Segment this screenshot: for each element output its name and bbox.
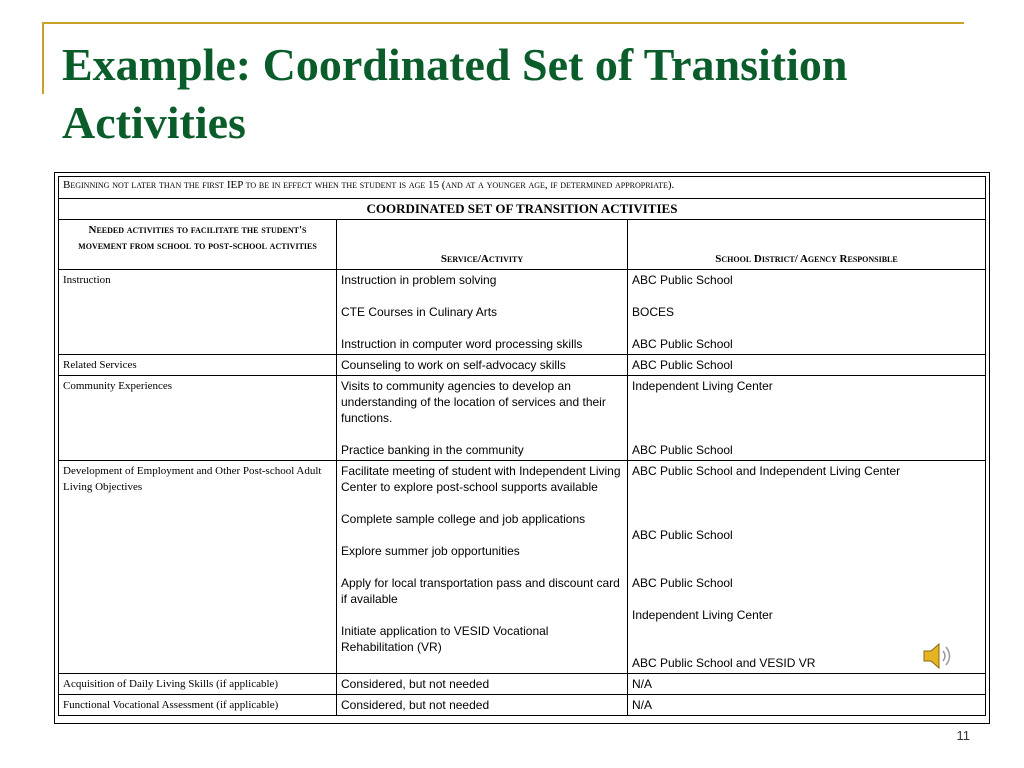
activities-table [58, 176, 986, 716]
agency-entry: ABC Public School [632, 337, 733, 351]
agency-entry: BOCES [632, 305, 675, 319]
service-entry: Visits to community agencies to develop an understanding of the location of services and their functions. [341, 379, 606, 425]
service-entry: Instruction in problem solving [341, 273, 497, 287]
agency-entry: N/A [632, 698, 653, 712]
frame-top-rule [42, 22, 964, 24]
service-entry: Practice banking in the community [341, 443, 524, 457]
service-entry: Facilitate meeting of student with Independent Living Center to explore post-school supports available [341, 464, 621, 494]
service-entry: Complete sample college and job applications [341, 512, 586, 526]
category-cell: Community Experiences [59, 376, 337, 461]
agency-entry: ABC Public School [632, 443, 733, 457]
service-cell [337, 355, 628, 376]
agency-entry: ABC Public School [632, 576, 733, 590]
agency-cell [628, 695, 986, 716]
table-row [59, 270, 986, 355]
service-entry: Instruction in computer word processing skills [341, 337, 583, 351]
service-entry: Apply for local transportation pass and discount card if available [341, 576, 620, 606]
category-cell: Instruction [59, 270, 337, 355]
service-cell [337, 674, 628, 695]
agency-entry: Independent Living Center [632, 379, 773, 393]
section-header-row [59, 199, 986, 220]
slide-title: Example: Coordinated Set of Transition Activities [62, 39, 848, 148]
eligibility-banner: Beginning not later than the first IEP to be in effect when the student is age 15 (and at a younger age, if determined appropriate). [59, 177, 986, 199]
table-row [59, 674, 986, 695]
section-header: COORDINATED SET OF TRANSITION ACTIVITIES [59, 199, 986, 220]
agency-cell [628, 270, 986, 355]
service-entry: Considered, but not needed [341, 698, 490, 712]
service-cell [337, 461, 628, 674]
page-number: 11 [956, 728, 970, 743]
agency-cell [628, 355, 986, 376]
banner-row [59, 177, 986, 199]
agency-cell [628, 674, 986, 695]
agency-entry: ABC Public School [632, 358, 733, 372]
agency-entry: ABC Public School [632, 528, 733, 542]
frame-left-rule [42, 22, 44, 94]
table-row [59, 461, 986, 674]
transition-activities-table [54, 172, 990, 724]
category-cell: Functional Vocational Assessment (if applicable) [59, 695, 337, 716]
col-header-needed: Needed activities to facilitate the student's movement from school to post-school activities [59, 220, 337, 270]
table-row [59, 695, 986, 716]
table-row [59, 376, 986, 461]
speaker-icon[interactable] [920, 640, 956, 672]
agency-entry: N/A [632, 677, 653, 691]
agency-entry: Independent Living Center [632, 608, 773, 622]
category-cell: Development of Employment and Other Post-school Adult Living Objectives [59, 461, 337, 674]
service-cell [337, 376, 628, 461]
category-cell: Acquisition of Daily Living Skills (if applicable) [59, 674, 337, 695]
category-cell: Related Services [59, 355, 337, 376]
column-header-row [59, 220, 986, 270]
agency-entry: ABC Public School [632, 273, 733, 287]
service-entry: Explore summer job opportunities [341, 544, 520, 558]
service-entry: CTE Courses in Culinary Arts [341, 305, 498, 319]
col-header-agency: School District/ Agency Responsible [628, 220, 986, 270]
agency-entry: ABC Public School and Independent Living Center [632, 464, 901, 478]
service-entry: Counseling to work on self-advocacy skills [341, 358, 566, 372]
service-cell [337, 270, 628, 355]
service-entry: Initiate application to VESID Vocational Rehabilitation (VR) [341, 624, 549, 654]
table-row [59, 355, 986, 376]
service-cell [337, 695, 628, 716]
col-header-service: Service/Activity [337, 220, 628, 270]
service-entry: Considered, but not needed [341, 677, 490, 691]
agency-entry: ABC Public School and VESID VR [632, 656, 816, 670]
agency-cell [628, 376, 986, 461]
